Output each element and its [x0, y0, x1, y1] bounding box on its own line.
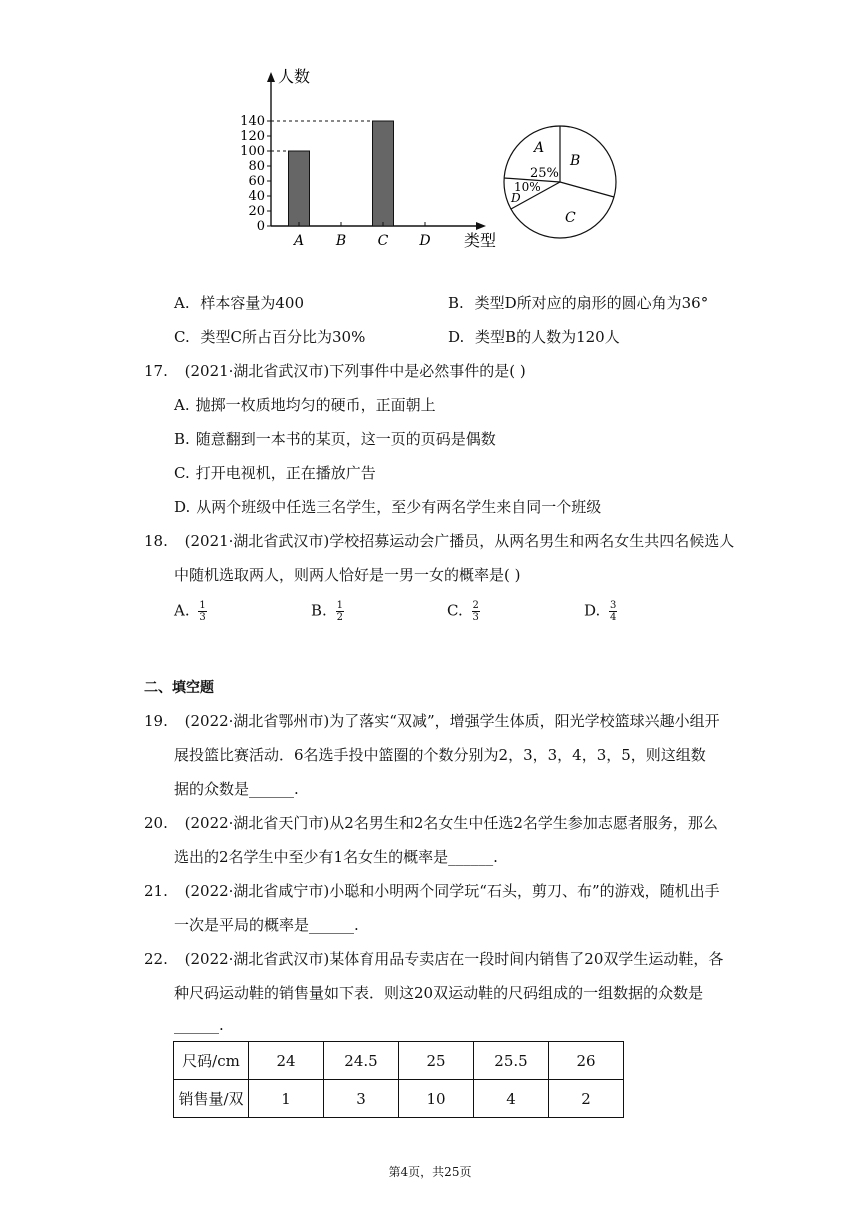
y-tick-label: 120: [240, 129, 265, 144]
question-number: 18.: [144, 532, 168, 550]
pie-label-d: D: [511, 191, 521, 205]
table-row: [174, 1080, 624, 1118]
q22-line2: 种尺码运动鞋的销售量如下表．则这20双运动鞋的尺码组成的一组数据的众数是: [174, 984, 704, 1002]
x-axis-label: 类型: [464, 231, 497, 250]
y-tick-label: 80: [248, 159, 265, 174]
table-row: [174, 1042, 624, 1080]
question-number: 22.: [144, 950, 168, 968]
question-number: 17.: [144, 362, 168, 380]
table-cell: 25.5: [474, 1042, 549, 1080]
q21-line2: 一次是平局的概率是______.: [174, 916, 359, 934]
pie-percent-a: 25%: [530, 166, 559, 181]
bar-chart: [240, 67, 496, 250]
q19-line3: 据的众数是______.: [174, 780, 299, 798]
question-number: 19.: [144, 712, 168, 730]
shoe-size-table: [173, 1041, 624, 1118]
y-tick-label: 0: [256, 219, 265, 234]
table-cell: 2: [549, 1080, 624, 1118]
page-footer: 第4页，共25页: [388, 1165, 472, 1179]
x-tick-label: C: [377, 233, 389, 249]
q18-option-b: B. $\frac{1}{2}$: [311, 600, 343, 623]
q17-option-c: C. 打开电视机，正在播放广告: [174, 464, 376, 482]
q22-line3: ______.: [174, 1016, 224, 1034]
q19-line1: 19. (2022·湖北省鄂州市)为了落实“双减”，增强学生体质，阳光学校篮球兴趣小组开: [144, 712, 720, 730]
pie-label-c: C: [565, 210, 576, 226]
y-tick-label: 20: [248, 204, 265, 219]
q17-stem: 17. (2021·湖北省武汉市)下列事件中是必然事件的是( ): [144, 362, 526, 380]
x-tick-label: A: [293, 233, 305, 249]
y-tick-label: 100: [240, 144, 265, 159]
question-number: 21.: [144, 882, 168, 900]
fraction: $\frac{2}{3}$: [472, 600, 479, 623]
question-number: 20.: [144, 814, 168, 832]
y-tick-label: 60: [248, 174, 265, 189]
q21-line1: 21. (2022·湖北省咸宁市)小聪和小明两个同学玩“石头，剪刀、布”的游戏，随机出手: [144, 882, 720, 900]
y-axis-label: 人数: [278, 67, 311, 86]
table-cell: 10: [399, 1080, 474, 1118]
table-cell: 25: [399, 1042, 474, 1080]
fraction: $\frac{1}{3}$: [199, 600, 206, 623]
bar: [373, 121, 394, 226]
table-cell: 24: [249, 1042, 324, 1080]
q22-line1: 22. (2022·湖北省武汉市)某体育用品专卖店在一段时间内销售了20双学生运动鞋，各: [144, 950, 724, 968]
table-cell: 尺码/cm: [174, 1042, 249, 1080]
q17-option-d: D. 从两个班级中任选三名学生，至少有两名学生来自同一个班级: [174, 498, 602, 516]
table-cell: 24.5: [324, 1042, 399, 1080]
pie-label-b: B: [570, 153, 581, 169]
q17-option-b: B. 随意翻到一本书的某页，这一页的页码是偶数: [174, 430, 496, 448]
statistics-figure: [0, 0, 860, 270]
table-cell: 1: [249, 1080, 324, 1118]
q16-option-c: C. 类型C所占百分比为30%: [174, 328, 366, 346]
q16-option-d: D. 类型B的人数为120人: [448, 328, 620, 346]
q19-line2: 展投篮比赛活动．6名选手投中篮圈的个数分别为2，3，3，4，3，5，则这组数: [174, 746, 706, 764]
fraction: $\frac{1}{2}$: [336, 600, 343, 623]
y-tick-label: 40: [248, 189, 265, 204]
q16-option-a: A. 样本容量为400: [174, 294, 305, 312]
pie-chart: [504, 126, 616, 238]
table-cell: 26: [549, 1042, 624, 1080]
table-cell: 销售量/双: [174, 1080, 249, 1118]
q20-line2: 选出的2名学生中至少有1名女生的概率是______.: [174, 848, 498, 866]
q18-option-d: D. $\frac{3}{4}$: [584, 600, 617, 623]
pie-label-a: A: [534, 140, 545, 156]
pie-percent-d: 10%: [514, 180, 541, 194]
q17-option-a: A. 抛掷一枚质地均匀的硬币，正面朝上: [174, 396, 436, 414]
pie-divider: [560, 182, 614, 197]
x-axis-arrow: [476, 222, 486, 230]
q18-stem-line1: 18. (2021·湖北省武汉市)学校招募运动会广播员，从两名男生和两名女生共四名候选人: [144, 532, 735, 550]
x-tick-label: B: [335, 233, 347, 249]
q20-line1: 20. (2022·湖北省天门市)从2名男生和2名女生中任选2名学生参加志愿者服务，那么: [144, 814, 718, 832]
bar: [289, 151, 310, 226]
fraction: $\frac{3}{4}$: [610, 600, 617, 623]
x-tick-label: D: [419, 233, 431, 249]
table-cell: 4: [474, 1080, 549, 1118]
q18-option-c: C. $\frac{2}{3}$: [447, 600, 479, 623]
table-cell: 3: [324, 1080, 399, 1118]
y-axis-arrow: [267, 72, 275, 82]
q18-option-a: A. $\frac{1}{3}$: [174, 600, 206, 623]
section-title: 二、填空题: [144, 680, 214, 696]
q18-stem-line2: 中随机选取两人，则两人恰好是一男一女的概率是( ): [174, 566, 521, 584]
q16-option-b: B. 类型D所对应的扇形的圆心角为36°: [448, 294, 709, 312]
y-tick-label: 140: [240, 114, 265, 129]
